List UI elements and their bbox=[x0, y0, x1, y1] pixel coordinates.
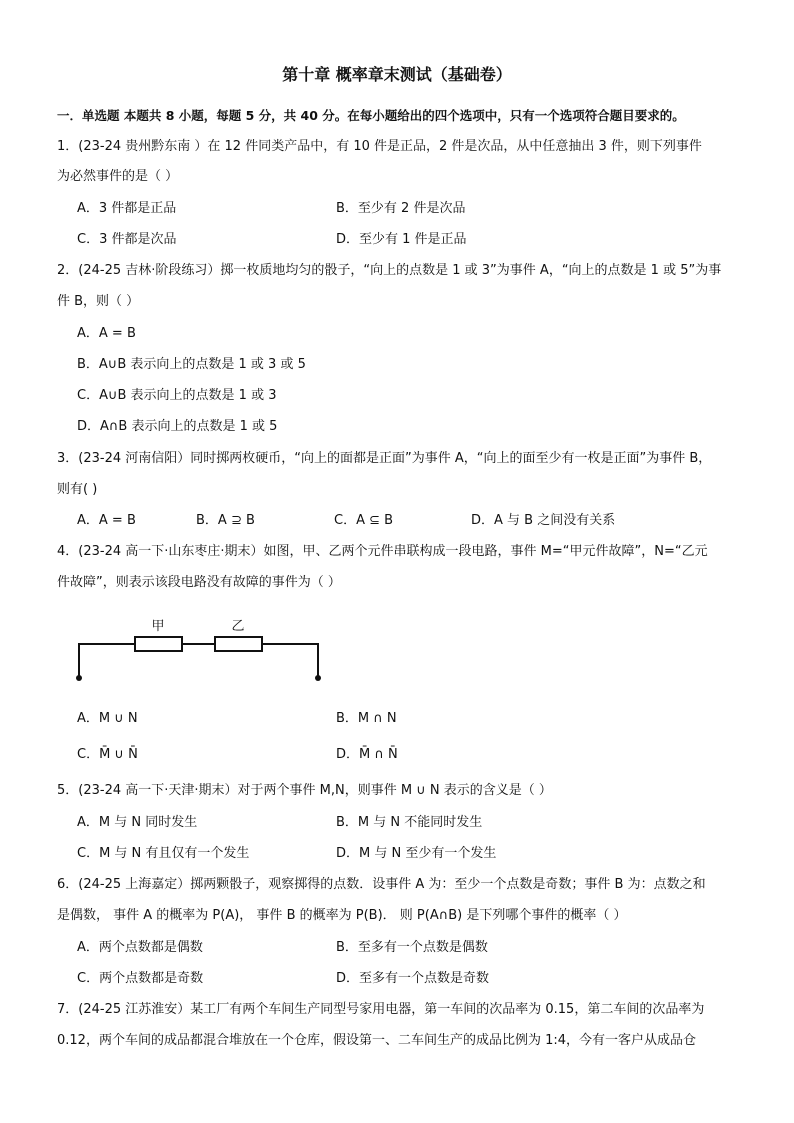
question-1-line-2: 为必然事件的是（ ） bbox=[57, 169, 179, 184]
question-2-line-1: 2．(24-25 吉林·阶段练习）掷一枚质地均匀的骰子，“向上的点数是 1 或 3”为事件 A，“向上的点数是 1 或 5”为事 bbox=[57, 263, 722, 278]
question-4-option-c: C．M̄ ∪ N̄ bbox=[77, 747, 138, 762]
question-6-option-b: B．至多有一个点数是偶数 bbox=[336, 940, 488, 955]
question-3-option-c: C．A ⊆ B bbox=[334, 513, 394, 528]
question-2-option-a: A．A = B bbox=[77, 326, 136, 341]
question-1-option-c: C．3 件都是次品 bbox=[77, 232, 177, 247]
question-5-option-b: B．M 与 N 不能同时发生 bbox=[336, 815, 483, 830]
terminal-left bbox=[76, 675, 82, 681]
component-yi-label: 乙 bbox=[231, 619, 245, 634]
page-title: 第十章 概率章末测试（基础卷） bbox=[282, 65, 512, 84]
question-3-line-1: 3．(23-24 河南信阳）同时掷两枚硬币，“向上的面都是正面”为事件 A，“向上的面至少有一枚是正面”为事件 B， bbox=[57, 451, 712, 466]
question-6-option-c: C．两个点数都是奇数 bbox=[77, 971, 204, 986]
question-3-option-b: B．A ⊇ B bbox=[196, 513, 255, 528]
question-7-line-2: 0.12，两个车间的成品都混合堆放在一个仓库，假设第一、二车间生产的成品比例为 1:4，今有一客户从成品仓 bbox=[57, 1033, 697, 1048]
component-jia-label: 甲 bbox=[151, 619, 165, 634]
question-3-option-a: A．A = B bbox=[77, 513, 136, 528]
question-2-line-2: 件 B，则（ ） bbox=[57, 294, 140, 309]
question-3-line-2: 则有( ) bbox=[57, 482, 98, 497]
question-7-line-1: 7．(24-25 江苏淮安）某工厂有两个车间生产同型号家用电器，第一车间的次品率为 0.15，第二车间的次品率为 bbox=[57, 1002, 705, 1017]
question-5-option-a: A．M 与 N 同时发生 bbox=[77, 815, 198, 830]
question-4-option-d: D．M̄ ∩ N̄ bbox=[336, 747, 398, 762]
question-4-line-1: 4．(23-24 高一下·山东枣庄·期末）如图，甲、乙两个元件串联构成一段电路，事件 M=“甲元件故障”，N=“乙元 bbox=[57, 544, 708, 559]
question-6-line-1: 6．(24-25 上海嘉定）掷两颗骰子，观察掷得的点数．设事件 A 为：至少一个点数是奇数；事件 B 为：点数之和 bbox=[57, 877, 706, 892]
question-4-option-b: B．M ∩ N bbox=[336, 711, 397, 726]
section-heading: 一．单选题 本题共 8 小题，每题 5 分，共 40 分。在每小题给出的四个选项中，只有一个选项符合题目要求的。 bbox=[57, 108, 685, 123]
circuit-diagram bbox=[70, 610, 330, 690]
question-5-option-c: C．M 与 N 有且仅有一个发生 bbox=[77, 846, 250, 861]
question-3-option-d: D．A 与 B 之间没有关系 bbox=[471, 513, 616, 528]
question-2-option-c: C．A∪B 表示向上的点数是 1 或 3 bbox=[77, 388, 277, 403]
question-6-option-a: A．两个点数都是偶数 bbox=[77, 940, 203, 955]
question-2-option-b: B．A∪B 表示向上的点数是 1 或 3 或 5 bbox=[77, 357, 306, 372]
question-6-line-2: 是偶数， 事件 A 的概率为 P(A)， 事件 B 的概率为 P(B)． 则 P(A∩B) 是下列哪个事件的概率（ ） bbox=[57, 908, 627, 923]
circuit-wire-right bbox=[262, 644, 318, 678]
question-4-option-a: A．M ∪ N bbox=[77, 711, 138, 726]
component-jia-box bbox=[135, 637, 182, 651]
question-1-option-a: A．3 件都是正品 bbox=[77, 201, 177, 216]
question-1-line-1: 1．(23-24 贵州黔东南 ）在 12 件同类产品中，有 10 件是正品，2 件是次品，从中任意抽出 3 件，则下列事件 bbox=[57, 139, 702, 154]
question-1-option-d: D．至少有 1 件是正品 bbox=[336, 232, 467, 247]
question-5-option-d: D．M 与 N 至少有一个发生 bbox=[336, 846, 497, 861]
terminal-right bbox=[315, 675, 321, 681]
question-1-option-b: B．至少有 2 件是次品 bbox=[336, 201, 466, 216]
circuit-wire-left bbox=[79, 644, 135, 678]
component-yi-box bbox=[215, 637, 262, 651]
question-5-line-1: 5．(23-24 高一下·天津·期末）对于两个事件 M,N，则事件 M ∪ N 表示的含义是（ ） bbox=[57, 783, 552, 798]
question-2-option-d: D．A∩B 表示向上的点数是 1 或 5 bbox=[77, 419, 278, 434]
question-6-option-d: D．至多有一个点数是奇数 bbox=[336, 971, 490, 986]
question-4-line-2: 件故障”，则表示该段电路没有故障的事件为（ ） bbox=[57, 575, 341, 590]
